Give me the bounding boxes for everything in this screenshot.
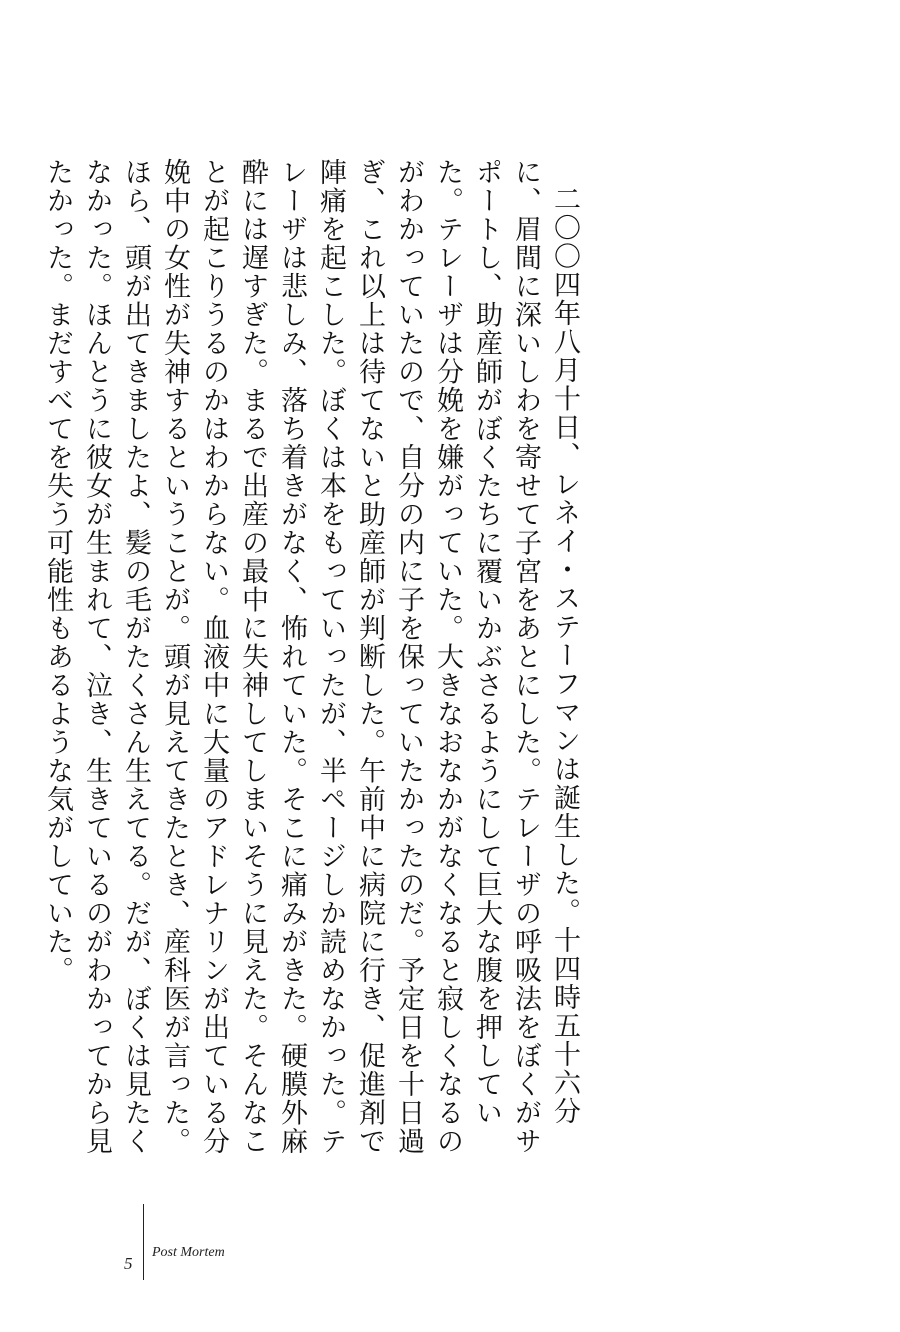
page-number: 5 [124, 1254, 133, 1273]
footer-rule [143, 1204, 144, 1280]
vertical-body-text [38, 158, 584, 1158]
body-paragraph: 二〇〇四年八月十日、レネイ・ステーフマンは誕生した。十四時五十六分に、眉間に深いしわを寄せて子宮をあとにした。テレーザの呼吸法をぼくがサポートし、助産師がぼくたちに覆いかぶさるようにして巨大な腹を押していた。テレーザは分娩を嫌がっていた。大きなおなかがなくなると寂しくなるのがわかっていたので、自分の内に子を保っていたかったのだ。予定日を十日過ぎ、これ以上は待てないと助産師が判断した。午前中に病院に行き、促進剤で陣痛を起こした。ぼくは本をもっていったが、半ページしか読めなかった。テレーザは悲しみ、落ち着きがなく、怖れていた。そこに痛みがきた。硬膜外麻酔には遅すぎた。まるで出産の最中に失神してしまいそうに見えた。そんなことが起こりうるのかはわからない。血液中に大量のアドレナリンが出ている分娩中の女性が失神するということが。頭が見えてきたとき、産科医が言った。ほら、頭が出てきましたよ、髪の毛がたくさん生えてる。だが、ぼくは見たくなかった。ほんとうに彼女が生まれて、泣き、生きているのがわかってから見たかった。まだすべてを失う可能性もあるような気がしていた。 [42, 158, 580, 1156]
running-title: Post Mortem [152, 1245, 225, 1260]
